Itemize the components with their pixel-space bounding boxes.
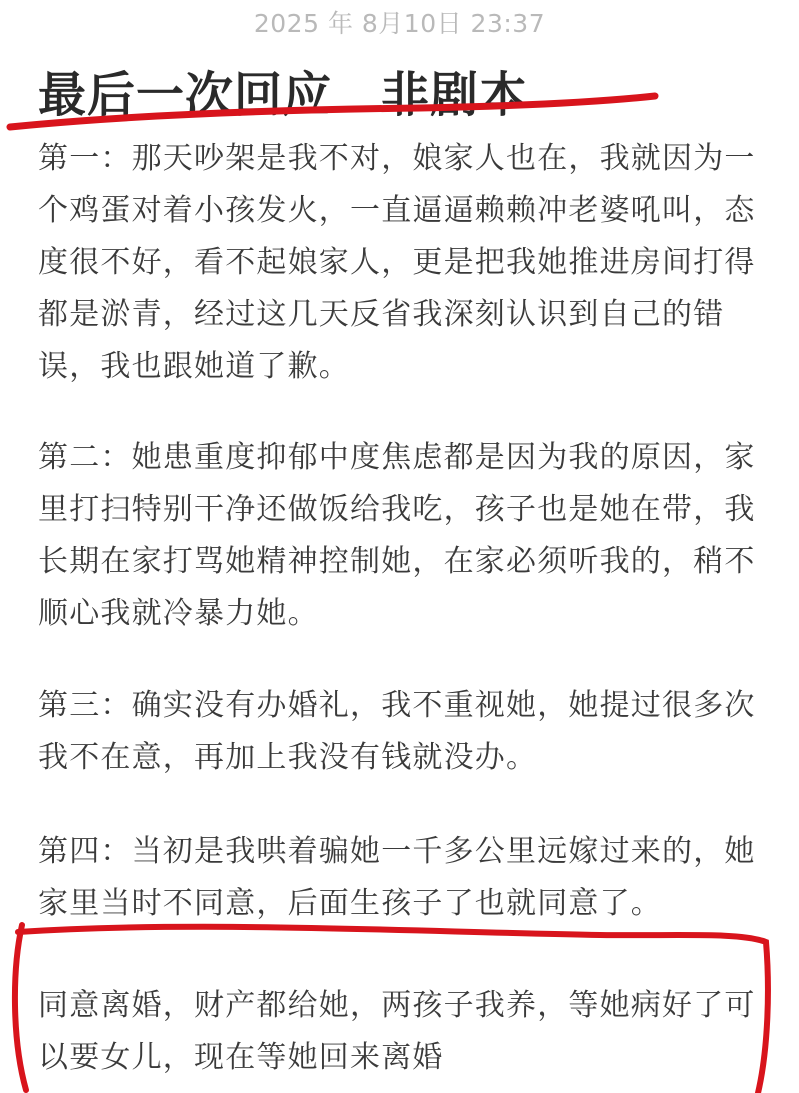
paragraph-third: 第三：确实没有办婚礼，我不重视她，她提过很多次我不在意，再加上我没有钱就没办。 — [38, 688, 756, 775]
paragraph-first: 第一：那天吵架是我不对，娘家人也在，我就因为一个鸡蛋对着小孩发火，一直逼逼赖赖冲老婆吼叫，态度很不好，看不起娘家人，更是把我她推进房间打得都是淤青，经过这几天反省我深刻认识到自己的错误，我也跟她道了歉。 — [38, 141, 756, 384]
paragraph-fourth: 第四：当初是我哄着骗她一千多公里远嫁过来的，她家里当时不同意，后面生孩子了也就同意了。 — [38, 834, 756, 921]
note-timestamp: 2025 年 8月10日 23:37 — [253, 9, 546, 38]
note-title: 最后一次回应 非剧本 — [38, 67, 529, 123]
paragraph-second: 第二：她患重度抑郁中度焦虑都是因为我的原因，家里打扫特别干净还做饭给我吃，孩子也是她在带，我长期在家打骂她精神控制她，在家必须听我的，稍不顺心我就冷暴力她。 — [38, 440, 756, 631]
paragraph-conclusion: 同意离婚，财产都给她，两孩子我养，等她病好了可以要女儿，现在等她回来离婚 — [38, 988, 756, 1075]
